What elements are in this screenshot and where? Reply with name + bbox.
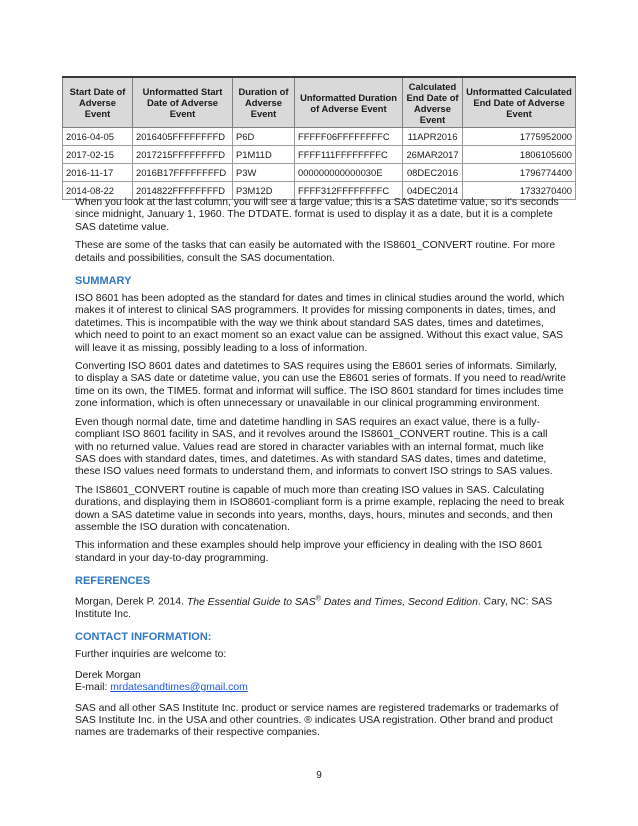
- table-cell: 2016B17FFFFFFFFD: [133, 164, 233, 182]
- table-cell: 2017-02-15: [63, 146, 133, 164]
- column-header: Unformatted Calculated End Date of Adverse Event: [463, 77, 576, 128]
- table-cell: FFFFF06FFFFFFFFC: [295, 128, 403, 146]
- summary-paragraph: ISO 8601 has been adopted as the standard for dates and times in clinical studies around the world, which makes it of interest to clinical SAS programmers. It provides for missing components in dates, times, and datetimes. This is incompatible with the way we think about standard SAS dates, times and datetimes, which need to point to an exact moment so an exact value can be assigned. Without this exact value, SAS will leave it as missing, possibly leading to a loss of information.: [75, 293, 565, 354]
- email-link[interactable]: mrdatesandtimes@gmail.com: [110, 682, 248, 694]
- table-cell: 1733270400: [463, 182, 576, 200]
- column-header: Unformatted Duration of Adverse Event: [295, 77, 403, 128]
- table-cell: P1M11D: [233, 146, 295, 164]
- table-cell: 000000000000030E: [295, 164, 403, 182]
- contact-heading: CONTACT INFORMATION:: [75, 631, 212, 644]
- summary-paragraph: The IS8601_CONVERT routine is capable of much more than creating ISO values in SAS. Calculating durations, and displaying them in ISO8601-compliant form is a prime example, replacing the need to break down a SAS datetime value in seconds into years, months, days, hours, minutes and seconds, and then assemble the ISO duration with concatenation.: [75, 484, 565, 533]
- summary-paragraph: Converting ISO 8601 dates and datetimes to SAS requires using the E8601 series of informats. Similarly, to display a SAS date or datetime value, you can use the E8601 series of formats. If you need to read/write time on its own, the TIME5. format and informat will suffice. The ISO 8601 standard for times includes time zone information, which is often unnecessary or unavailable in our clinical programming environment.: [75, 361, 566, 410]
- summary-paragraph: Even though normal date, time and datetime handling in SAS requires an exact value, there is a fully-compliant ISO 8601 facility in SAS, and it revolves around the IS8601_CONVERT routine. This is a call with no returned value. Values read are stored in character variables with an internal format, much like SAS does with standard dates, times, and datetimes. As with standard SAS dates, times and datetime, these ISO values need formats to understand them, and informats to convert ISO strings to SAS values.: [75, 416, 553, 478]
- email-label: E-mail:: [75, 682, 111, 694]
- table-cell: 2016405FFFFFFFFD: [133, 128, 233, 146]
- table-cell: 26MAR2017: [403, 146, 463, 164]
- contact-name: Derek Morgan: [75, 669, 141, 681]
- column-header: Unformatted Start Date of Adverse Event: [133, 77, 233, 128]
- table-cell: P6D: [233, 128, 295, 146]
- table-cell: 2016-11-17: [63, 164, 133, 182]
- contact-intro: Further inquiries are welcome to:: [75, 649, 227, 661]
- table-cell: 1775952000: [463, 128, 576, 146]
- table-cell: 2014822FFFFFFFFD: [133, 182, 233, 200]
- table-cell: 2014-08-22: [63, 182, 133, 200]
- table-cell: 11APR2016: [403, 128, 463, 146]
- column-header: Calculated End Date of Adverse Event: [403, 77, 463, 128]
- column-header: Start Date of Adverse Event: [63, 77, 133, 128]
- reference-publisher: . Cary, NC: SAS Institute Inc.: [75, 596, 553, 621]
- table-cell: 08DEC2016: [403, 164, 463, 182]
- table-cell: FFFF111FFFFFFFFC: [295, 146, 403, 164]
- adverse-event-table: [62, 76, 576, 200]
- table-cell: FFFF312FFFFFFFFC: [295, 182, 403, 200]
- table-row: [63, 146, 576, 164]
- table-cell: P3M12D: [233, 182, 295, 200]
- table-cell: 2016-04-05: [63, 128, 133, 146]
- references-heading: REFERENCES: [75, 575, 151, 588]
- body-text: [75, 197, 567, 746]
- reference-entry: [75, 593, 567, 621]
- table-row: [63, 164, 576, 182]
- page-number: 9: [316, 770, 322, 781]
- summary-paragraph: This information and these examples should help improve your efficiency in dealing with the ISO 8601 standard in your day-to-day programming.: [75, 540, 543, 564]
- column-header: Duration of Adverse Event: [233, 77, 295, 128]
- table-cell: 2017215FFFFFFFFD: [133, 146, 233, 164]
- table-row: [63, 128, 576, 146]
- summary-heading: SUMMARY: [75, 275, 132, 288]
- table-header-row: [63, 77, 576, 128]
- table-cell: P3W: [233, 164, 295, 182]
- trademark-notice: SAS and all other SAS Institute Inc. product or service names are registered trademarks or trademarks of SAS Institute Inc. in the USA and other countries. ® indicates USA registration. Other brand and product names are trademarks of their respective companies.: [75, 702, 559, 739]
- reference-author: Morgan, Derek P. 2014.: [75, 596, 184, 608]
- intro-paragraph: These are some of the tasks that can easily be automated with the IS8601_CONVERT routine. For more details and possibilities, consult the SAS documentation.: [75, 240, 556, 264]
- registered-mark: ®: [315, 595, 321, 603]
- table-cell: 1796774400: [463, 164, 576, 182]
- intro-paragraph: When you look at the last column, you will see a large value; this is a SAS datetime value, so it's seconds since midnight, January 1, 1960. The DTDATE. format is used to display it as a date, but it is a complete SAS datetime value.: [75, 197, 559, 233]
- reference-title: The Essential Guide to SAS® Dates and Times, Second Edition: [186, 595, 478, 608]
- table-cell: 04DEC2014: [403, 182, 463, 200]
- table-cell: 1806105600: [463, 146, 576, 164]
- contact-email-line: [75, 682, 567, 694]
